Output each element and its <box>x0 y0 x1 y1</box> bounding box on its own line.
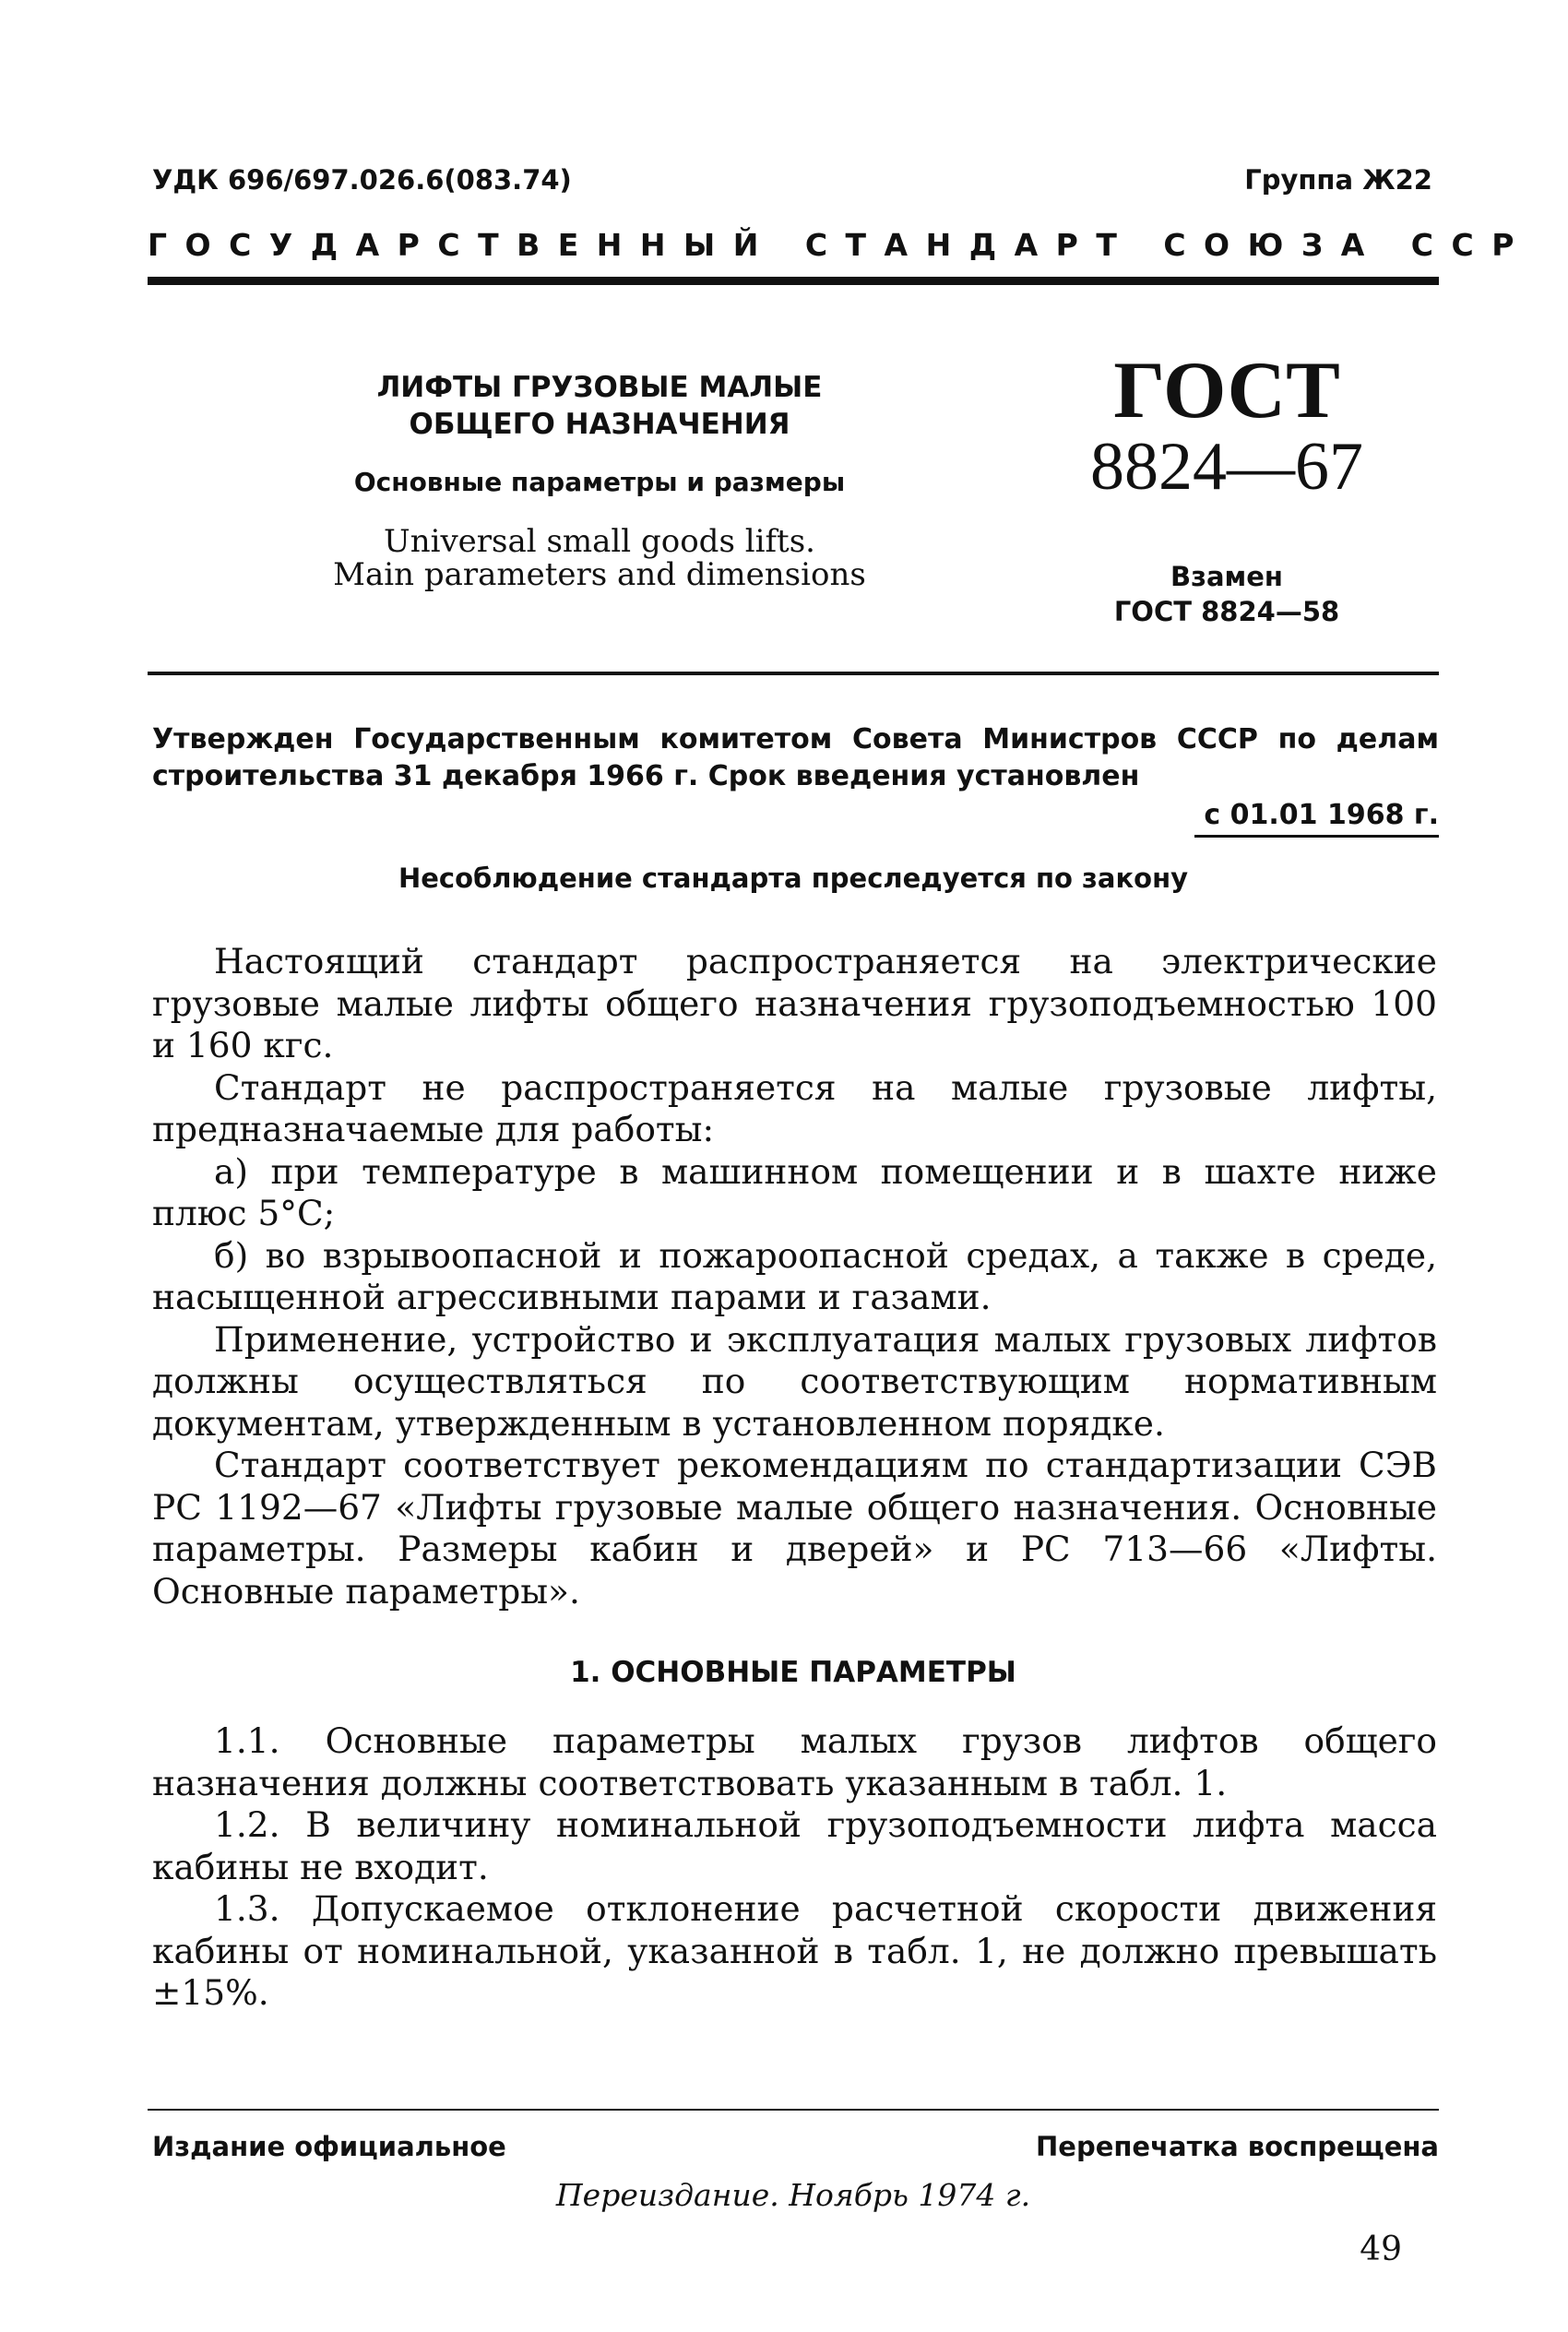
penalty-notice: Несоблюдение стандарта преследуется по закону <box>398 863 1189 894</box>
introduction-date: с 01.01 1968 г. <box>1204 799 1439 831</box>
section-text <box>152 1720 1437 2015</box>
document-subtitle: Основные параметры и размеры <box>353 467 846 497</box>
paragraph: Стандарт не распространяется на малые грузовые лифты, предназначаемые для работы: <box>152 1066 1437 1149</box>
udk-code: УДК 696/697.026.6(083.74) <box>152 164 572 196</box>
title-rule <box>148 672 1439 675</box>
document-title-line2: ОБЩЕГО НАЗНАЧЕНИЯ <box>409 408 790 441</box>
replaces-standard: ГОСТ 8824—58 <box>1113 596 1340 627</box>
gost-block <box>1084 346 1370 629</box>
paragraph: а) при температуре в машинном помещении и в шахте ниже плюс 5°С; <box>152 1150 1437 1233</box>
page-number: 49 <box>1360 2231 1402 2268</box>
reprint-notice: Перепечатка воспрещена <box>1036 2131 1439 2162</box>
edition-label: Издание официальное <box>152 2131 506 2162</box>
gost-number: 8824—67 <box>1090 429 1363 505</box>
replaces-label: Взамен <box>1170 561 1283 592</box>
state-standard-title: ГОСУДАРСТВЕННЫЙ СТАНДАРТ СОЮЗА ССР <box>148 227 1532 263</box>
reissue-note: Переиздание. Ноябрь 1974 г. <box>555 2177 1031 2213</box>
gost-label: ГОСТ <box>1113 346 1340 435</box>
english-title-line2: Main parameters and dimensions <box>333 556 866 593</box>
title-block <box>304 369 895 591</box>
date-underline <box>1194 835 1439 838</box>
english-title-line1: Universal small goods lifts. <box>384 523 815 560</box>
paragraph: б) во взрывоопасной и пожароопасной средах, а также в среде, насыщенной агрессивными парами и газами. <box>152 1234 1437 1317</box>
footer-rule <box>148 2109 1439 2111</box>
body-text <box>152 941 1437 1612</box>
approval-text: Утвержден Государственным комитетом Совета Министров СССР по делам строительства 31 декабря 1966 г. Срок введения установлен <box>152 723 1439 792</box>
paragraph: Стандарт соответствует рекомендациям по стандартизации СЭВ РС 1192—67 «Лифты грузовые малые общего назначения. Основные параметры. Размеры кабин и дверей» и РС 713—66 «Лифты. Основные параметры». <box>152 1445 1437 1612</box>
section-heading: 1. ОСНОВНЫЕ ПАРАМЕТРЫ <box>570 1656 1016 1689</box>
group-code: Группа Ж22 <box>1244 164 1432 196</box>
paragraph: Применение, устройство и эксплуатация малых грузовых лифтов должны осуществляться по соответствующим нормативным документам, утвержденным в установленном порядке. <box>152 1318 1437 1444</box>
paragraph: 1.2. В величину номинальной грузоподъемности лифта масса кабины не входит. <box>152 1804 1437 1887</box>
document-title-line1: ЛИФТЫ ГРУЗОВЫЕ МАЛЫЕ <box>376 371 823 404</box>
paragraph: Настоящий стандарт распространяется на электрические грузовые малые лифты общего назначения грузоподъемностью 100 и 160 кгс. <box>152 941 1437 1065</box>
header-rule <box>148 277 1439 285</box>
paragraph: 1.1. Основные параметры малых грузов лифтов общего назначения должны соответствовать указанным в табл. 1. <box>152 1720 1437 1803</box>
paragraph: 1.3. Допускаемое отклонение расчетной скорости движения кабины от номинальной, указанной в табл. 1, не должно превышать ±15%. <box>152 1888 1437 2013</box>
